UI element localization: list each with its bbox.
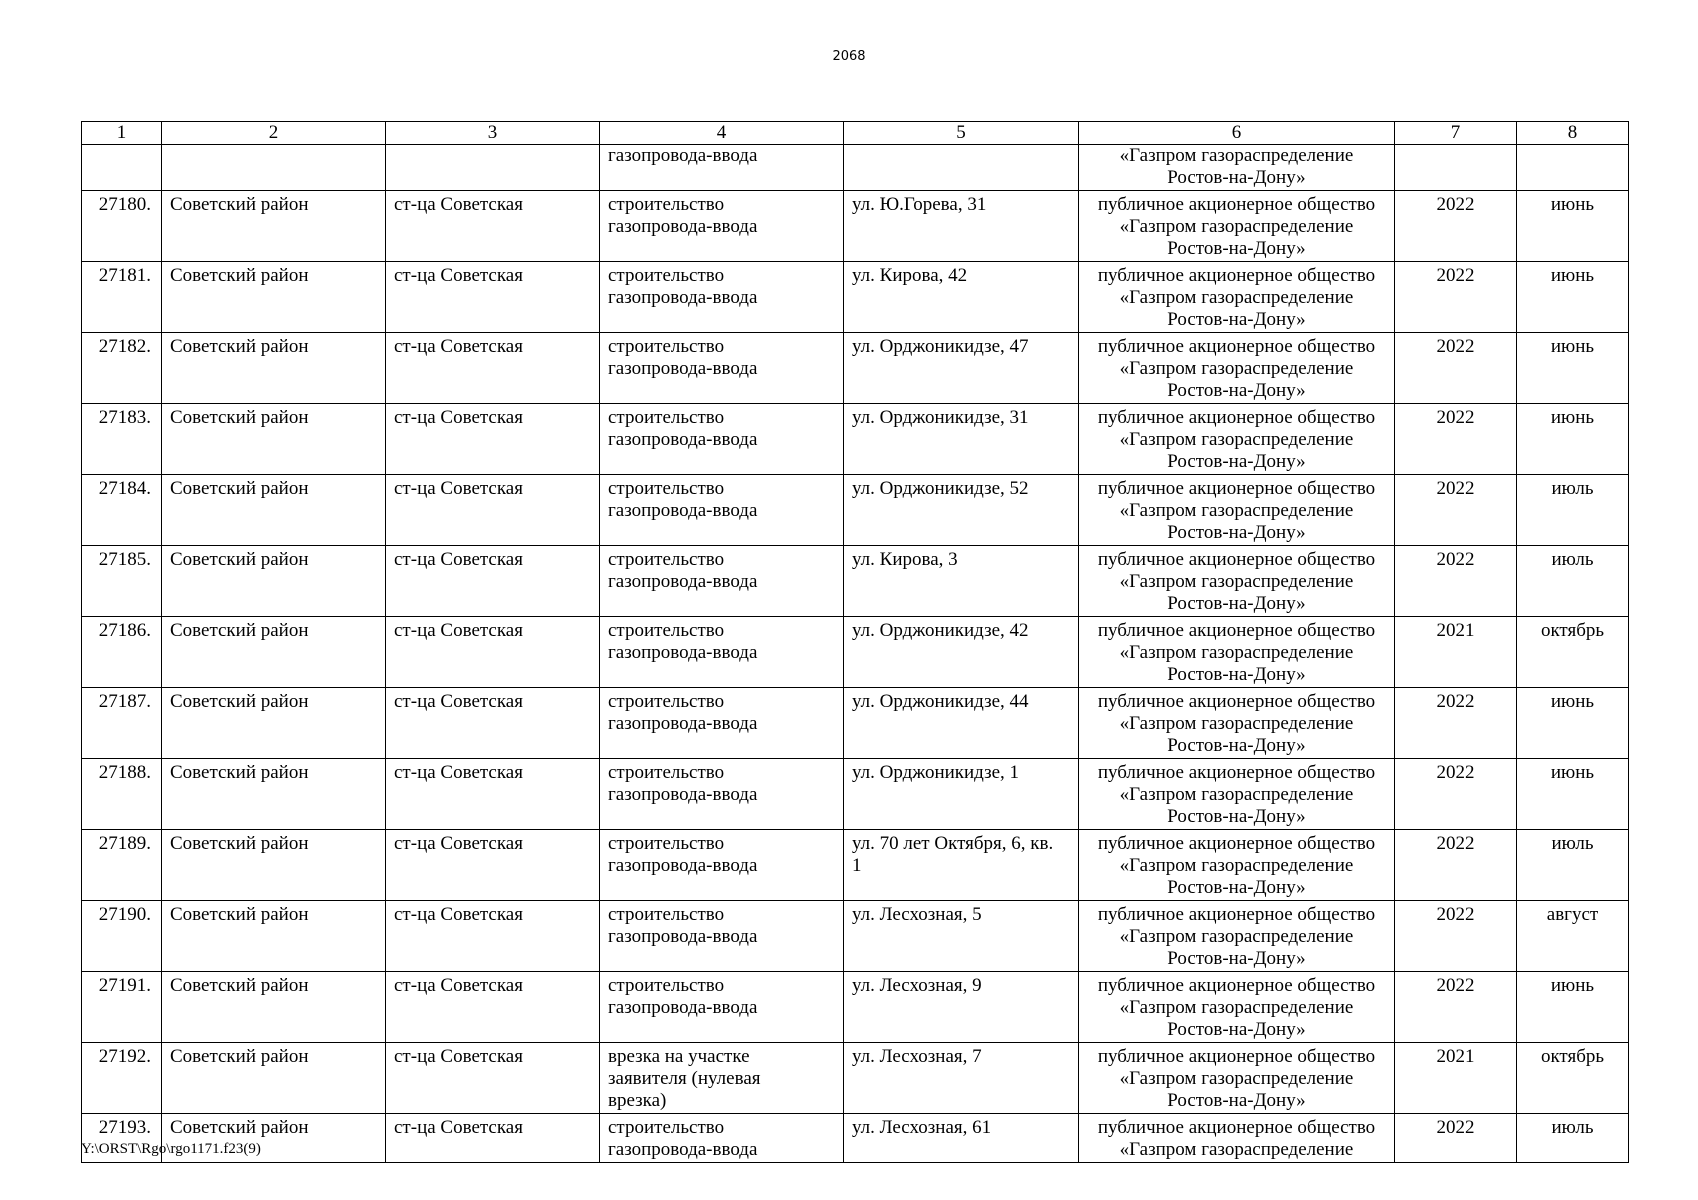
cell-address: ул. Кирова, 42 [844,262,1079,333]
cell-district: Советский район [162,475,386,546]
cell-month: октябрь [1517,1043,1629,1114]
cell-num [82,145,162,191]
cell-address: ул. 70 лет Октября, 6, кв. 1 [844,830,1079,901]
cell-month: июль [1517,830,1629,901]
cell-district: Советский район [162,262,386,333]
cell-year: 2022 [1395,830,1517,901]
cell-locality: ст-ца Советская [386,546,600,617]
cell-district: Советский район [162,617,386,688]
data-table [81,121,1629,1163]
cell-district: Советский район [162,830,386,901]
cell-address: ул. Орджоникидзе, 31 [844,404,1079,475]
cell-address: ул. Лесхозная, 9 [844,972,1079,1043]
cell-month: июнь [1517,404,1629,475]
cell-month: октябрь [1517,617,1629,688]
cell-district: Советский район [162,404,386,475]
cell-num: 27193. [82,1114,162,1163]
cell-organization: публичное акционерное общество «Газпром газораспределение Ростов-на-Дону» [1079,759,1395,830]
cell-num: 27181. [82,262,162,333]
cell-month [1517,145,1629,191]
table-row [82,1043,1629,1114]
header-row [82,122,1629,145]
cell-month: июнь [1517,262,1629,333]
cell-work: врезка на участке заявителя (нулевая врезка) [600,1043,844,1114]
cell-locality: ст-ца Советская [386,759,600,830]
cell-month: июнь [1517,333,1629,404]
table-row [82,830,1629,901]
column-header: 1 [82,122,162,145]
cell-address: ул. Ю.Горева, 31 [844,191,1079,262]
cell-address: ул. Лесхозная, 61 [844,1114,1079,1163]
cell-address: ул. Лесхозная, 7 [844,1043,1079,1114]
cell-num: 27189. [82,830,162,901]
cell-address: ул. Кирова, 3 [844,546,1079,617]
table-row [82,759,1629,830]
cell-year: 2022 [1395,972,1517,1043]
cell-organization: публичное акционерное общество «Газпром газораспределение Ростов-на-Дону» [1079,830,1395,901]
cell-locality: ст-ца Советская [386,475,600,546]
column-header: 3 [386,122,600,145]
cell-locality: ст-ца Советская [386,830,600,901]
cell-district: Советский район [162,191,386,262]
table-row [82,617,1629,688]
cell-year: 2022 [1395,688,1517,759]
cell-month: июнь [1517,191,1629,262]
cell-organization: публичное акционерное общество «Газпром газораспределение Ростов-на-Дону» [1079,333,1395,404]
cell-num: 27184. [82,475,162,546]
column-header: 4 [600,122,844,145]
cell-num: 27190. [82,901,162,972]
cell-num: 27182. [82,333,162,404]
cell-work: строительство газопровода-ввода [600,404,844,475]
cell-month: август [1517,901,1629,972]
cell-locality: ст-ца Советская [386,262,600,333]
cell-work: строительство газопровода-ввода [600,333,844,404]
cell-month: июль [1517,475,1629,546]
cell-year: 2022 [1395,546,1517,617]
table-row [82,688,1629,759]
cell-organization: публичное акционерное общество «Газпром газораспределение Ростов-на-Дону» [1079,475,1395,546]
cell-locality: ст-ца Советская [386,901,600,972]
cell-month: июнь [1517,688,1629,759]
cell-organization: публичное акционерное общество «Газпром газораспределение Ростов-на-Дону» [1079,191,1395,262]
cell-year: 2022 [1395,1114,1517,1163]
cell-work: строительство газопровода-ввода [600,191,844,262]
cell-address: ул. Лесхозная, 5 [844,901,1079,972]
cell-organization: публичное акционерное общество «Газпром газораспределение Ростов-на-Дону» [1079,901,1395,972]
cell-num: 27188. [82,759,162,830]
cell-num: 27187. [82,688,162,759]
cell-organization [1079,145,1395,191]
cell-work: строительство газопровода-ввода [600,1114,844,1163]
cell-organization: публичное акционерное общество «Газпром газораспределение Ростов-на-Дону» [1079,972,1395,1043]
cell-locality: ст-ца Советская [386,617,600,688]
cell-district: Советский район [162,333,386,404]
cell-district: Советский район [162,1114,386,1163]
table-row [82,333,1629,404]
table-row [82,546,1629,617]
cell-month: июнь [1517,972,1629,1043]
cell-address: ул. Орджоникидзе, 44 [844,688,1079,759]
column-header: 2 [162,122,386,145]
cell-num: 27185. [82,546,162,617]
cell-locality: ст-ца Советская [386,191,600,262]
cell-locality: ст-ца Советская [386,404,600,475]
cell-district [162,145,386,191]
cell-work: строительство газопровода-ввода [600,688,844,759]
cell-work: строительство газопровода-ввода [600,830,844,901]
continuation-row [82,145,1629,191]
cell-district: Советский район [162,688,386,759]
cell-year: 2022 [1395,262,1517,333]
column-header: 6 [1079,122,1395,145]
cell-locality: ст-ца Советская [386,333,600,404]
cell-locality: ст-ца Советская [386,1043,600,1114]
cell-month: июль [1517,546,1629,617]
cell-organization: публичное акционерное общество «Газпром газораспределение Ростов-на-Дону» [1079,688,1395,759]
cell-num: 27191. [82,972,162,1043]
cell-locality: ст-ца Советская [386,972,600,1043]
cell-year: 2022 [1395,901,1517,972]
cell-num: 27192. [82,1043,162,1114]
cell-work: строительство газопровода-ввода [600,262,844,333]
cell-year: 2022 [1395,404,1517,475]
cell-district: Советский район [162,901,386,972]
cell-organization: публичное акционерное общество «Газпром газораспределение Ростов-на-Дону» [1079,617,1395,688]
cell-num: 27186. [82,617,162,688]
cell-address: ул. Орджоникидзе, 47 [844,333,1079,404]
cell-organization: публичное акционерное общество «Газпром газораспределение Ростов-на-Дону» [1079,1043,1395,1114]
cell-locality: ст-ца Советская [386,688,600,759]
table-row [82,972,1629,1043]
cell-year: 2021 [1395,1043,1517,1114]
cell-work: строительство газопровода-ввода [600,546,844,617]
cell-organization: публичное акционерное общество «Газпром газораспределение Ростов-на-Дону» [1079,546,1395,617]
cell-work: строительство газопровода-ввода [600,972,844,1043]
column-header: 8 [1517,122,1629,145]
cell-locality [386,145,600,191]
cell-address: ул. Орджоникидзе, 52 [844,475,1079,546]
table-row [82,475,1629,546]
column-header: 5 [844,122,1079,145]
cell-work: строительство газопровода-ввода [600,759,844,830]
table-row [82,901,1629,972]
table-row [82,404,1629,475]
cell-organization: публичное акционерное общество «Газпром газораспределение Ростов-на-Дону» [1079,404,1395,475]
footer-file-path: Y:\ORST\Rgo\rgo1171.f23(9) [81,1141,261,1157]
cell-district: Советский район [162,546,386,617]
cell-year: 2021 [1395,617,1517,688]
cell-work [600,145,844,191]
cell-address: ул. Орджоникидзе, 42 [844,617,1079,688]
cell-year: 2022 [1395,191,1517,262]
table-row [82,191,1629,262]
page-number: 2068 [832,49,866,64]
cell-locality: ст-ца Советская [386,1114,600,1163]
cell-address: ул. Орджоникидзе, 1 [844,759,1079,830]
table-row [82,1114,1629,1163]
cell-num: 27180. [82,191,162,262]
cell-work-text: газопровода-ввода [608,145,758,166]
cell-month: июль [1517,1114,1629,1163]
cell-district: Советский район [162,759,386,830]
table-row [82,262,1629,333]
column-header: 7 [1395,122,1517,145]
cell-year: 2022 [1395,475,1517,546]
cell-address [844,145,1079,191]
cell-organization: публичное акционерное общество «Газпром газораспределение [1079,1114,1395,1163]
cell-year: 2022 [1395,759,1517,830]
cell-district: Советский район [162,972,386,1043]
cell-num: 27183. [82,404,162,475]
cell-organization: публичное акционерное общество «Газпром газораспределение Ростов-на-Дону» [1079,262,1395,333]
cell-year: 2022 [1395,333,1517,404]
cell-organization-text: «Газпром газораспределение Ростов-на-Дону» [1119,145,1354,188]
cell-month: июнь [1517,759,1629,830]
cell-work: строительство газопровода-ввода [600,617,844,688]
cell-work: строительство газопровода-ввода [600,901,844,972]
cell-year [1395,145,1517,191]
cell-district: Советский район [162,1043,386,1114]
cell-work: строительство газопровода-ввода [600,475,844,546]
